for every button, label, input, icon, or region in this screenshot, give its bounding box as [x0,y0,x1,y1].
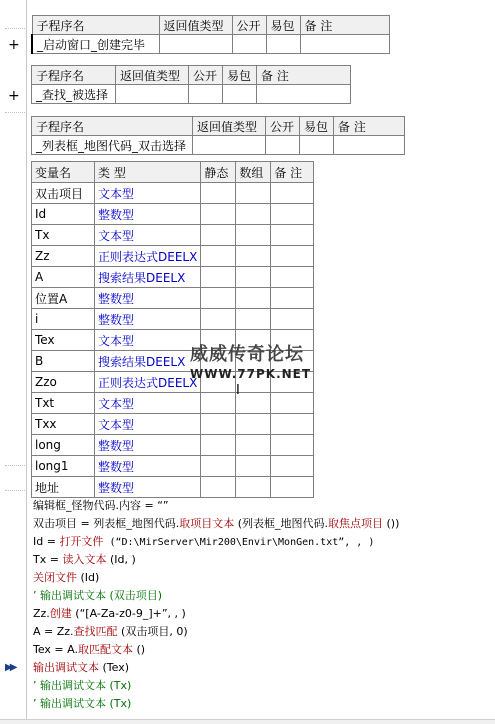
header-subroutine-name: 子程序名 [32,16,159,35]
code-line[interactable] [33,695,131,713]
static-cell[interactable] [201,309,236,330]
remark-cell[interactable] [271,204,314,225]
method-name: 取项目文本 [179,517,235,530]
variable-name-cell[interactable]: Zz [32,246,95,267]
header-public: 公开 [189,66,223,85]
code-line[interactable] [33,623,188,641]
variable-row[interactable] [32,267,314,288]
static-cell[interactable] [201,204,236,225]
code-line[interactable] [33,641,145,659]
code-text: ()) [383,517,400,530]
variable-row[interactable] [32,246,314,267]
remark-cell[interactable] [271,288,314,309]
code-line[interactable] [33,587,162,605]
header-easy-pack: 易包 [223,66,257,85]
return-type-cell[interactable] [116,85,189,104]
array-cell[interactable] [236,267,271,288]
header-remark: 备 注 [257,66,351,85]
header-return-type: 返回值类型 [193,117,266,136]
code-text: (“[A-Za-z0-9_]+”, , ) [71,607,186,620]
variable-row[interactable] [32,435,314,456]
array-cell[interactable] [236,246,271,267]
header-remark: 备 注 [271,162,314,183]
variable-type-cell[interactable]: 整数型 [95,309,201,330]
comment-text: ’ 输出调试文本 (Tx) [33,679,132,692]
header-easy-pack: 易包 [266,16,300,35]
fold-marker [5,490,25,492]
static-cell[interactable] [201,393,236,414]
header-remark: 备 注 [334,117,405,136]
fold-marker [5,112,25,114]
code-text: Tx = [33,553,63,566]
public-cell[interactable] [232,35,266,54]
variable-row[interactable] [32,456,314,477]
line-gutter [0,0,27,723]
remark-cell[interactable] [271,183,314,204]
fold-marker [5,28,25,30]
variable-row[interactable] [32,288,314,309]
subroutine-table-3 [31,116,405,155]
array-cell[interactable] [236,204,271,225]
remark-cell[interactable] [271,309,314,330]
variable-row[interactable] [32,225,314,246]
static-cell[interactable] [201,267,236,288]
remark-cell[interactable] [257,85,351,104]
expand-icon[interactable]: + [8,37,20,53]
variable-row[interactable] [32,393,314,414]
watermark-title: 威威传奇论坛 [190,344,304,365]
method-name: 取匹配文本 [77,643,133,656]
array-cell[interactable] [236,435,271,456]
code-line[interactable] [33,533,374,552]
static-cell[interactable] [201,246,236,267]
variable-type-cell[interactable]: 整数型 [95,435,201,456]
variable-type-cell[interactable]: 搜索结果DEELX [95,351,201,372]
remark-cell[interactable] [271,456,314,477]
header-variable-name: 变量名 [32,162,95,183]
code-line[interactable] [33,569,99,587]
code-line[interactable] [33,497,169,515]
variable-name-cell[interactable]: Txx [32,414,95,435]
expand-icon[interactable]: + [8,88,20,104]
static-cell[interactable] [201,477,236,498]
current-line-arrow-icon: ▶▶ [5,662,15,673]
remark-cell[interactable] [271,435,314,456]
variable-name-cell[interactable]: 位置A [32,288,95,309]
variable-type-cell[interactable]: 正则表达式DEELX [95,246,201,267]
remark-cell[interactable] [300,35,389,54]
variable-name-cell[interactable]: Tx [32,225,95,246]
watermark-url: WWW.77PK.NET [190,367,312,381]
variable-name-cell[interactable]: Zzo [32,372,95,393]
array-cell[interactable] [236,393,271,414]
header-subroutine-name: 子程序名 [32,117,193,136]
code-text: 双击项目 = 列表框_地图代码. [33,517,180,530]
variable-row[interactable] [32,414,314,435]
code-text: (双击项目, 0) [117,625,188,638]
variable-name-cell[interactable]: long [32,435,95,456]
variable-type-cell[interactable]: 整数型 [95,204,201,225]
code-line[interactable] [33,677,131,695]
command-name: 打开文件 [59,535,104,548]
code-text: (Id) [77,571,100,584]
command-name: 关闭文件 [33,571,77,584]
variable-row[interactable] [32,204,314,225]
method-name: 查找匹配 [73,625,118,638]
variable-name-cell[interactable]: Txt [32,393,95,414]
header-easy-pack: 易包 [300,117,334,136]
array-cell[interactable] [236,456,271,477]
code-text: () [132,643,146,656]
code-text: A = Zz. [33,625,74,638]
static-cell[interactable] [201,288,236,309]
return-type-cell[interactable] [159,35,232,54]
code-text: (列表框_地图代码. [234,517,329,530]
variable-row[interactable] [32,477,314,498]
variable-row[interactable] [32,183,314,204]
static-cell[interactable] [201,183,236,204]
code-line[interactable] [33,605,186,623]
variable-name-cell[interactable]: B [32,351,95,372]
bottom-border [0,719,495,724]
header-return-type: 返回值类型 [159,16,232,35]
header-remark: 备 注 [300,16,389,35]
variable-name-cell[interactable]: long1 [32,456,95,477]
easy-pack-cell[interactable] [266,35,300,54]
return-type-cell[interactable] [193,136,266,155]
remark-cell[interactable] [271,225,314,246]
variable-type-cell[interactable]: 整数型 [95,456,201,477]
text-cursor-icon: I [236,383,240,398]
code-text: (Id, ) [106,553,136,566]
header-type: 类 型 [95,162,201,183]
variable-name-cell[interactable]: Tex [32,330,95,351]
array-cell[interactable] [236,288,271,309]
static-cell[interactable] [201,435,236,456]
code-line[interactable] [33,551,136,569]
subroutine-table-1 [31,15,390,54]
remark-cell[interactable] [271,393,314,414]
subroutine-table-2 [31,65,351,104]
easy-pack-cell[interactable] [300,136,334,155]
subroutine-name-cell[interactable]: _启动窗口_创建完毕 [32,35,159,54]
variable-name-cell[interactable]: 双击项目 [32,183,95,204]
remark-cell[interactable] [271,477,314,498]
variable-name-cell[interactable]: A [32,267,95,288]
variable-type-cell[interactable]: 整数型 [95,288,201,309]
command-name: 读入文本 [62,553,107,566]
variable-name-cell[interactable]: 地址 [32,477,95,498]
header-array: 数组 [236,162,271,183]
command-name: 输出调试文本 [33,661,99,674]
variable-type-cell[interactable]: 文本型 [95,183,201,204]
gutter-divider [26,0,27,723]
variable-type-cell[interactable]: 搜索结果DEELX [95,267,201,288]
variable-type-cell[interactable]: 文本型 [95,393,201,414]
easy-pack-cell[interactable] [223,85,257,104]
code-text: (“D:\MirServer\Mir200\Envir\MonGen.txt”, , ) [103,537,375,548]
method-name: 创建 [49,607,72,620]
code-line[interactable] [33,659,129,677]
code-text: Tex = A. [33,643,78,656]
remark-cell[interactable] [271,267,314,288]
array-cell[interactable] [236,477,271,498]
variable-type-cell[interactable]: 文本型 [95,330,201,351]
static-cell[interactable] [201,225,236,246]
code-line[interactable] [33,515,399,533]
code-text: Id = [33,535,60,548]
remark-cell[interactable] [334,136,405,155]
code-text: 编辑框_怪物代码.内容 = “” [33,499,169,512]
variable-name-cell[interactable]: i [32,309,95,330]
header-static: 静态 [201,162,236,183]
array-cell[interactable] [236,414,271,435]
header-return-type: 返回值类型 [116,66,189,85]
code-text: Zz. [33,607,50,620]
variable-name-cell[interactable]: Id [32,204,95,225]
static-cell[interactable] [201,456,236,477]
remark-cell[interactable] [271,414,314,435]
public-cell[interactable] [189,85,223,104]
comment-text: ’ 输出调试文本 (双击项目) [33,589,163,602]
variable-type-cell[interactable]: 文本型 [95,225,201,246]
header-public: 公开 [232,16,266,35]
code-text: (Tex) [99,661,130,674]
variable-row[interactable] [32,309,314,330]
remark-cell[interactable] [271,246,314,267]
static-cell[interactable] [201,414,236,435]
subroutine-name-cell[interactable]: _列表框_地图代码_双击选择 [32,136,193,155]
comment-text: ’ 输出调试文本 (Tx) [33,697,132,710]
variable-type-cell[interactable]: 整数型 [95,477,201,498]
public-cell[interactable] [266,136,300,155]
variable-type-cell[interactable]: 文本型 [95,414,201,435]
array-cell[interactable] [236,183,271,204]
array-cell[interactable] [236,225,271,246]
array-cell[interactable] [236,309,271,330]
variable-type-cell[interactable]: 正则表达式DEELX [95,372,201,393]
fold-marker [5,465,25,467]
method-name: 取焦点项目 [328,517,384,530]
local-variables-table [31,161,314,498]
subroutine-name-cell[interactable]: _查找_被选择 [32,85,116,104]
header-subroutine-name: 子程序名 [32,66,116,85]
header-public: 公开 [266,117,300,136]
